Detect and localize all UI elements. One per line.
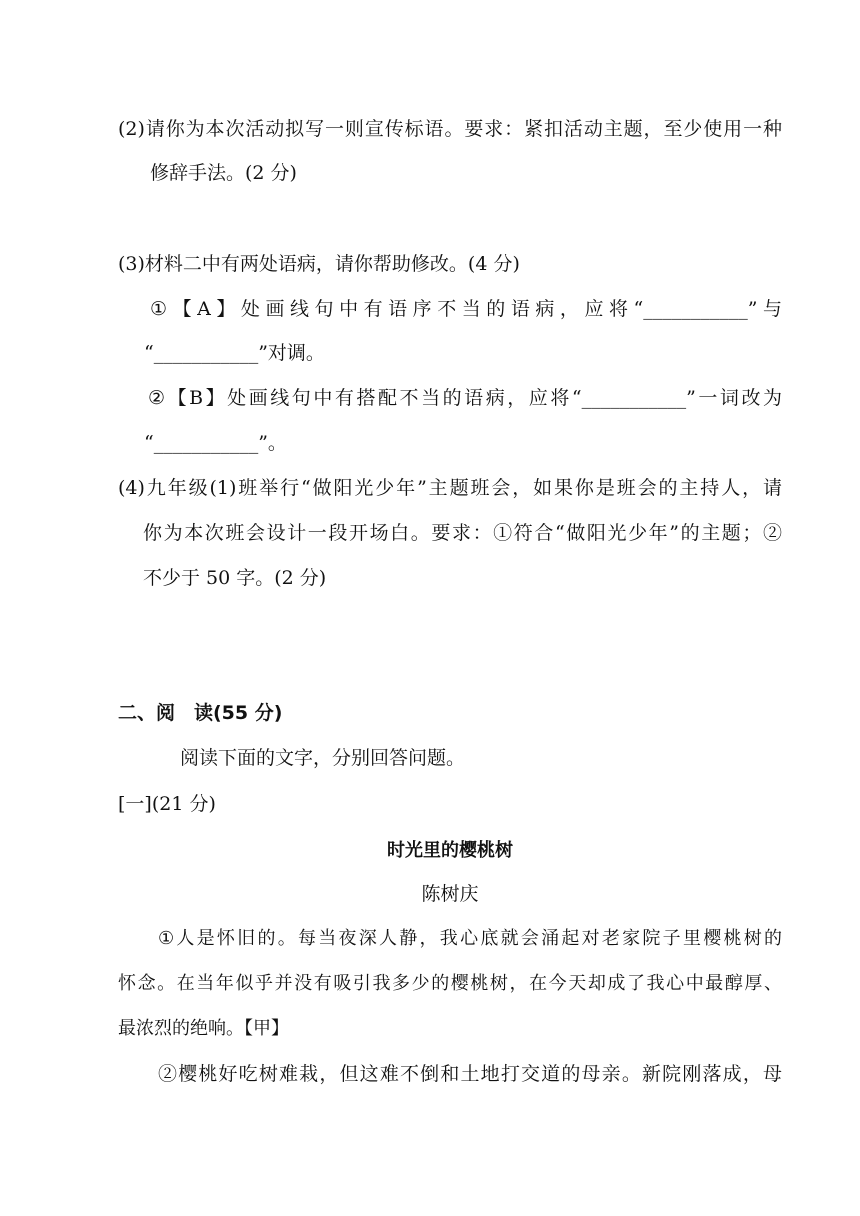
part-1-label: [一](21 分) [118, 793, 216, 815]
reading-instruction: 阅读下面的文字，分别回答问题。 [180, 747, 466, 769]
question-3-a-line-1: ①【A】处画线句中有语序不当的语病，应将“___________”与 [150, 298, 782, 320]
question-3-b-line-2: “___________”。 [144, 432, 287, 454]
question-4-line-1: (4)九年级(1)班举行“做阳光少年”主题班会，如果你是班会的主持人，请 [118, 477, 782, 499]
paragraph-1-line-1: ①人是怀旧的。每当夜深人静，我心底就会涌起对老家院子里樱桃树的 [158, 928, 782, 949]
article-title: 时光里的樱桃树 [387, 840, 513, 861]
question-2-line-2: 修辞手法。(2 分) [150, 162, 297, 184]
question-3-stem: (3)材料二中有两处语病，请你帮助修改。(4 分) [118, 253, 520, 275]
question-2-line-1: (2)请你为本次活动拟写一则宣传标语。要求：紧扣活动主题，至少使用一种 [118, 118, 782, 140]
paragraph-2-line-1: ②樱桃好吃树难栽，但这难不倒和土地打交道的母亲。新院刚落成，母 [158, 1063, 782, 1085]
paragraph-1-line-2: 怀念。在当年似乎并没有吸引我多少的樱桃树，在今天却成了我心中最醇厚、 [118, 973, 782, 994]
question-3-a-line-2: “___________”对调。 [144, 342, 325, 364]
section-2-heading: 二、阅 读(55 分) [118, 702, 283, 724]
question-4-line-3: 不少于 50 字。(2 分) [143, 567, 327, 589]
question-3-b-line-1: ②【B】处画线句中有搭配不当的语病，应将“___________”一词改为 [148, 387, 782, 409]
paragraph-1-line-3: 最浓烈的绝响。【甲】 [118, 1018, 289, 1039]
article-author: 陈树庆 [421, 883, 479, 905]
question-4-line-2: 你为本次班会设计一段开场白。要求：①符合“做阳光少年”的主题；② [143, 522, 782, 544]
